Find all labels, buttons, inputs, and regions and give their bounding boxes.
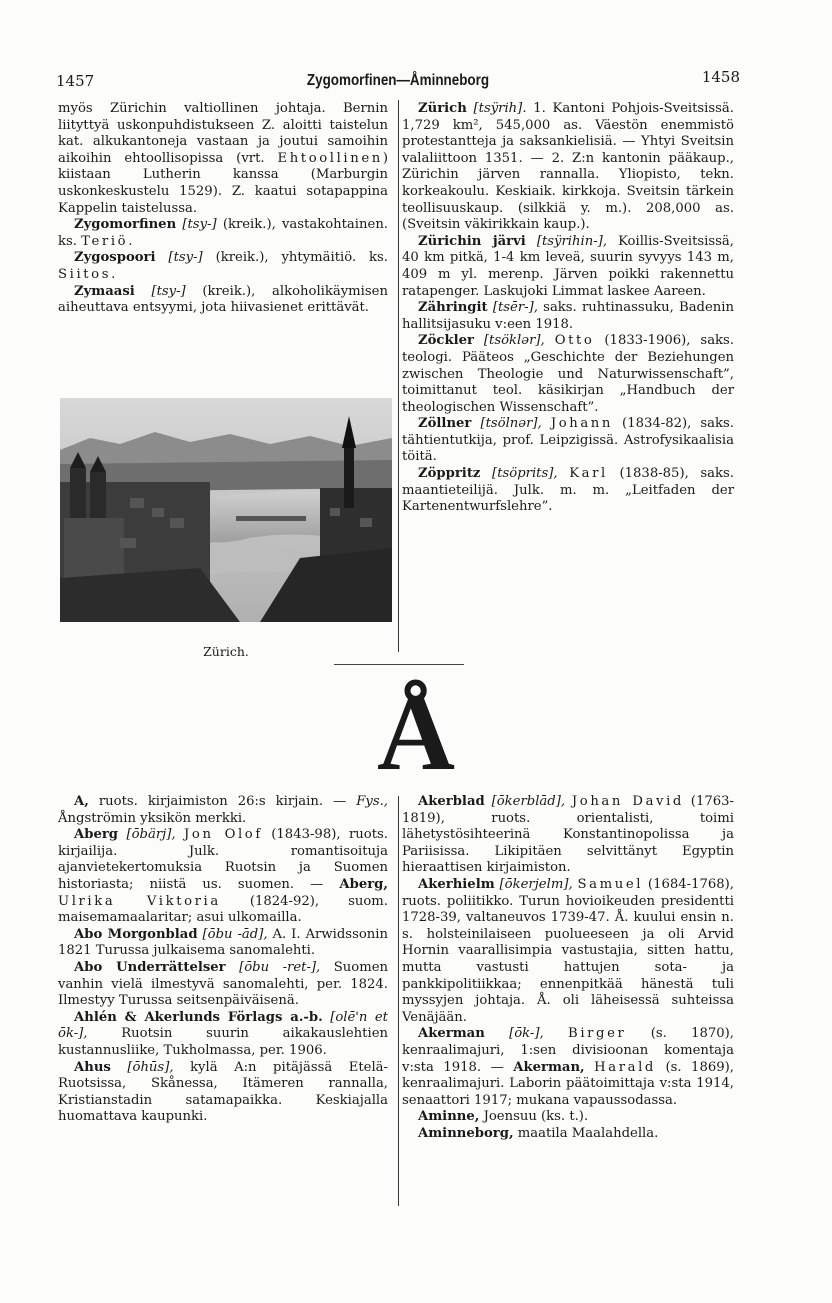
- entry-zahringit: Zähringit [tsēr-], saks. ruhtinassuku, Badenin hallitsijasuku v:een 1918.: [402, 300, 735, 332]
- entry-ahus: Ahus [ōhūs], kylä A:n pitäjässä Etelä-Ruotsissa, Skånessa, Itämeren rannalla, Kristianstadin satamapaikka. Keskiajalla huomattava kaupunki.: [58, 1059, 388, 1125]
- entry-zoppritz: Zöppritz [tsöprits], Karl (1838-85), saks. maantieteilijä. Julk. m. m. „Leitfaden der Kartenentwurfslehre”.: [402, 466, 734, 515]
- entry-akerman: Akerman [ōk-], Birger (s. 1870), kenraalimajuri, 1:sen divisioonan komentaja v:sta 1918. — Akerman, Harald (s. 1869), kenraalimajuri. Laborin päätoimittaja v:sta 1914, senaattori 1917; mukana vapaussodassa.: [402, 1026, 734, 1108]
- page-number-right: 1458: [701, 68, 740, 86]
- entry-zurich: Zürich [tsÿrih]. 1. Kantoni Pohjois-Sveitsissä. 1,729 km², 545,000 as. Väestön enemmistö protestantteja ja saksankielisiä. — Yhtyi Sveitsin valaliittoon 1351. — 2. Z:n kantonin pääkaup., Zürichin järven rannalla. Yliopisto, tekn. korkeakoulu. Keskiaik. kirkkoja. Sveitsin tärkein teollisuuskaup. (silkkiä y. m.). 208,000 as. (Sveitsin väkirikkain kaup.).: [402, 101, 734, 233]
- photo-caption: Zürich.: [203, 644, 249, 659]
- entry-ahlen-akerlunds: Ahlén & Akerlunds Förlags a.-b. [olē'n et ōk-], Ruotsin suurin aikakauslehtien kustannusliike, Tukholmassa, per. 1906.: [58, 1009, 388, 1058]
- bottom-left-column: [58, 794, 388, 1126]
- entry-zollner: Zöllner [tsölnər], Johann (1834-82), saks. tähtientutkija, prof. Leipzigissä. Astrofysikaalisia töitä.: [402, 416, 734, 465]
- column-divider-top: [398, 100, 399, 652]
- entry-abo-underrattelser: Abo Underrättelser [ōbu -ret-], Suomen vanhin vielä ilmestyvä sanomalehti, per. 1824. Ilmestyy Turussa seitsenpäiväisenä.: [58, 959, 389, 1009]
- column-divider-bottom: [398, 796, 399, 1206]
- running-title: Zygomorfinen—Åminneborg: [306, 72, 490, 89]
- bottom-right-column: [402, 794, 734, 1142]
- entry-abo-morgonblad: Abo Morgonblad [ōbu -ād], A. I. Arwidssonin 1821 Turussa julkaisema sanomalehti.: [58, 926, 388, 959]
- top-left-column: [58, 101, 388, 317]
- top-right-column: [402, 101, 734, 516]
- entry-aminneborg: Aminneborg, maatila Maalahdella.: [418, 1125, 659, 1141]
- zurich-cityscape-illustration: [60, 398, 392, 622]
- entry-zurichin-jarvi: Zürichin järvi [tsÿrihin-], Koillis-Sveitsissä, 40 km pitkä, 1-4 km leveä, suurin syvyys 143 m, 409 m yl. merenp. Järven poikki rakennettu ratapenger. Laskujoki Limmat laskee Aareen.: [402, 233, 734, 299]
- entry-a: A, ruots. kirjaimiston 26:s kirjain. — Fys., Ångströmin yksikön merkki.: [58, 794, 388, 826]
- entry-akerhielm: Akerhielm [ōkerjelm], Samuel (1684-1768), ruots. poliitikko. Turun hovioikeuden presidentti 1728-39, valtaneuvos 1739-47. Å. kuului ensin n. s. holsteinilaiseen puolueeseen ja oli Arvid Hornin vaarallisimpia vastustajia, sitten hattu, mutta vastusti hattujen sota- ja pankkipolitiikkaa; ennenpitkää hänestä tuli myssyjen johtaja. Å. oli läheisessä suhteissa Venäjään.: [402, 876, 734, 1025]
- entry-continuation: myös Zürichin valtiollinen johtaja. Bernin liityttyä uskonpuhdistukseen Z. aloitti taistelun kat. alkukantoneja vastaan ja joutui samoihin aikoihin ehtoollisopissa (vrt. Ehtoollinen) kiistaan Lutherin kanssa (Marburgin uskonkeskustelu 1529). Z. kaatui sotapappina Kappelin taistelussa.: [58, 101, 388, 216]
- section-letter: Å: [377, 674, 455, 793]
- entry-aberg: Aberg [ōbärj], Jon Olof (1843-98), ruots. kirjailija. Julk. romantisoituja ajanvietekertomuksia Ruotsin ja Suomen historiasta; niistä us. suomen. — Aberg, Ulrika Viktoria (1824-92), suom. maisemamaalaritar; asui ulkomailla.: [58, 827, 388, 926]
- zurich-photo: [60, 398, 392, 622]
- entry-zygomorfinen: Zygomorfinen [tsy-] (kreik.), vastakohtainen. ks. Teriö.: [58, 217, 388, 249]
- page-header: [56, 68, 740, 94]
- entry-zymaasi: Zymaasi [tsy-] (kreik.), alkoholikäymisen aiheuttava entsyymi, jota hiivasienet erittävät.: [58, 283, 388, 316]
- entry-zygospoori: Zygospoori [tsy-] (kreik.), yhtymäitiö. ks. Siitos.: [58, 250, 389, 282]
- page-number-left: 1457: [56, 72, 95, 90]
- entry-akerblad: Akerblad [ōkerblād], Johan David (1763-1819), ruots. orientalisti, toimi lähetystösihteerinä Konstantinopolissa ja Pariisissa. Likipitäen selvittänyt Egyptin hieraattisen kirjaimiston.: [402, 794, 734, 876]
- entry-zockler: Zöckler [tsöklər], Otto (1833-1906), saks. teologi. Pääteos „Geschichte der Beziehungen zwischen Theologie und Naturwissenschaft”, toimittanut teol. käsikirjan „Handbuch der theologischen Wissenschaft”.: [402, 333, 735, 415]
- section-rule: [334, 664, 464, 665]
- entry-aminne: Aminne, Joensuu (ks. t.).: [418, 1109, 589, 1125]
